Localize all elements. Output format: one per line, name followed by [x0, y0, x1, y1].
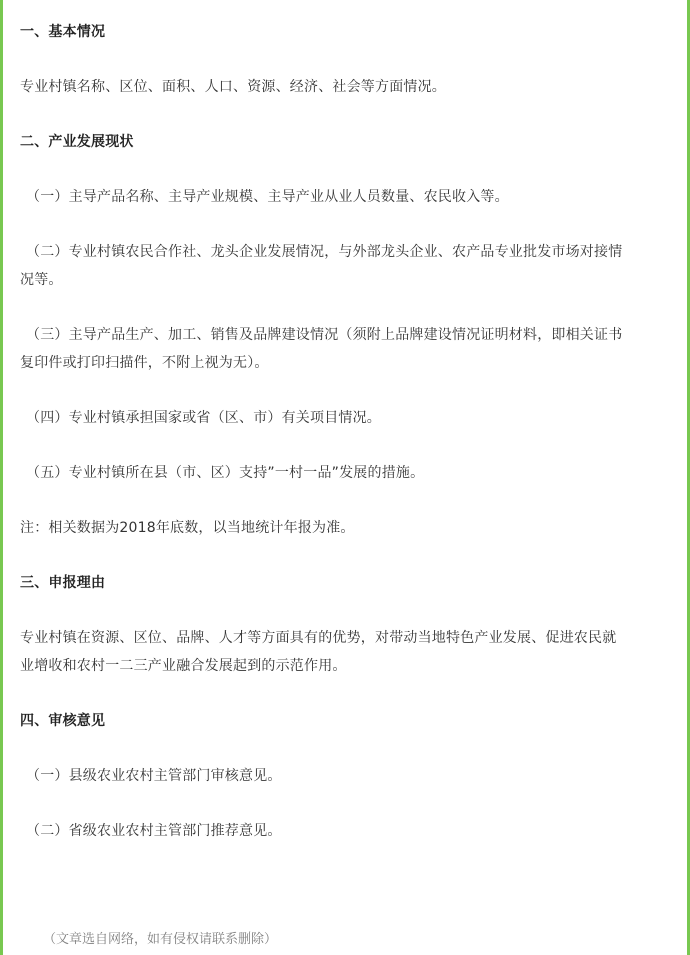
industry-item-4: （四）专业村镇承担国家或省（区、市）有关项目情况。	[26, 410, 381, 426]
section-heading-review: 四、审核意见	[20, 713, 106, 729]
reason-text-line-2: 业增收和农村一二三产业融合发展起到的示范作用。	[20, 658, 347, 674]
review-item-1: （一）县级农业农村主管部门审核意见。	[26, 768, 282, 784]
industry-item-3-line-1: （三）主导产品生产、加工、销售及品牌建设情况（须附上品牌建设情况证明材料，即相关证书	[26, 327, 623, 343]
industry-item-2-line-1: （二）专业村镇农民合作社、龙头企业发展情况，与外部龙头企业、农产品专业批发市场对接情	[26, 244, 623, 260]
source-note: （文章选自网络，如有侵权请联系删除）	[43, 932, 278, 947]
review-item-2: （二）省级农业农村主管部门推荐意见。	[26, 823, 282, 839]
industry-item-1: （一）主导产品名称、主导产业规模、主导产业从业人员数量、农民收入等。	[26, 189, 509, 205]
industry-note: 注：相关数据为2018年底数，以当地统计年报为准。	[20, 520, 355, 536]
industry-item-3-line-2: 复印件或打印扫描件，不附上视为无）。	[20, 355, 269, 371]
section-heading-reason: 三、申报理由	[20, 575, 106, 591]
reason-text-line-1: 专业村镇在资源、区位、品牌、人才等方面具有的优势，对带动当地特色产业发展、促进农民就	[20, 630, 617, 646]
section-heading-industry: 二、产业发展现状	[20, 134, 134, 150]
section-text-basic: 专业村镇名称、区位、面积、人口、资源、经济、社会等方面情况。	[20, 79, 446, 95]
industry-item-5: （五）专业村镇所在县（市、区）支持”一村一品”发展的措施。	[26, 465, 425, 481]
industry-item-2-line-2: 况等。	[20, 272, 63, 288]
section-heading-basic: 一、基本情况	[20, 24, 106, 40]
